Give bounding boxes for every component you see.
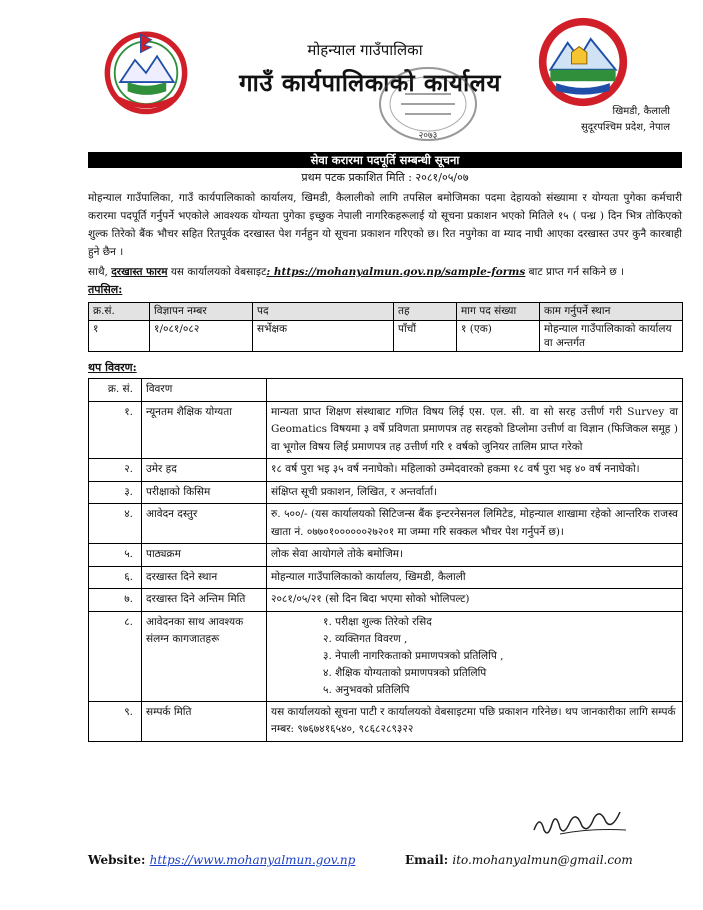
row-label: आवेदनका साथ आवश्यक संलग्न कागजातहरू	[142, 611, 267, 701]
office-location	[500, 104, 670, 136]
details-table	[88, 378, 683, 742]
col-header: तह	[394, 303, 457, 321]
website-label: Website	[88, 853, 142, 867]
row-number: ९.	[89, 701, 142, 741]
cell-serial: १	[89, 321, 150, 352]
table-header-row	[89, 379, 683, 402]
col-header: क्र.सं.	[89, 303, 150, 321]
row-label: न्यूनतम शैक्षिक योग्यता	[142, 401, 267, 459]
row-label: दरखास्त दिने अन्तिम मिति	[142, 589, 267, 612]
footer: Website: https://www.mohanyalmun.gov.np Email: ito.mohanyalmun@gmail.com	[88, 853, 633, 867]
col-header: काम गर्नुपर्ने स्थान	[540, 303, 683, 321]
form-availability-line	[88, 263, 682, 281]
row-label: सम्पर्क मिति	[142, 701, 267, 741]
row-number: २.	[89, 459, 142, 482]
cell-post: सर्भेक्षक	[253, 321, 394, 352]
also-prefix: साथै,	[88, 266, 112, 278]
also-suffix: बाट प्राप्त गर्न सकिने छ ।	[525, 266, 625, 278]
row-number: ३.	[89, 481, 142, 504]
row-value: रु. ५००/- (यस कार्यालयको सिटिजन्स बैंक इन्टरनेसनल लिमिटेड, मोहन्याल शाखामा रहेको आन्तरिक राजस्व खाता नं. ०७७०१००००००२७२०१ मा जम्मा गरि सक्कल भौचर पेश गर्नुपर्ने छ)।	[267, 504, 683, 544]
table-row	[89, 481, 683, 504]
row-label: आवेदन दस्तुर	[142, 504, 267, 544]
table-row	[89, 701, 683, 741]
cell-ad-number: १/०८१/०८२	[150, 321, 253, 352]
row-value: यस कार्यालयको सूचना पाटी र कार्यालयको वेबसाइटमा पछि प्रकाशन गरिनेछ। थप जानकारीका लागि सम्पर्क नम्बर: ९७६७४१६५४०, ९८६८२८९३२२	[267, 701, 683, 741]
email-address[interactable]: ito.mohanyalmun@gmail.com	[452, 853, 633, 867]
also-mid: यस कार्यालयको वेबसाइट	[167, 266, 267, 278]
col-header: क्र. सं.	[89, 379, 142, 402]
table-row	[89, 459, 683, 482]
col-header: माग पद संख्या	[457, 303, 540, 321]
sample-forms-url[interactable]: : https://mohanyalmun.gov.np/sample-forms	[266, 266, 526, 278]
place-line-2: सुदूरपश्चिम प्रदेश, नेपाल	[581, 122, 670, 133]
row-label: उमेर हद	[142, 459, 267, 482]
row-number: ४.	[89, 504, 142, 544]
stamp-year: २०७३	[418, 131, 438, 141]
table-row	[89, 401, 683, 459]
table-header-row	[89, 303, 683, 321]
cell-count: १ (एक)	[457, 321, 540, 352]
notice-banner: सेवा करारमा पदपूर्ति सम्बन्धी सूचना	[88, 152, 682, 168]
row-label: दरखास्त दिने स्थान	[142, 566, 267, 589]
row-number: ५.	[89, 544, 142, 567]
table-row	[89, 566, 683, 589]
vacancy-table	[88, 302, 683, 352]
office-name: मोहन्याल गाउँपालिका	[307, 41, 423, 59]
col-header: विवरण	[142, 379, 267, 402]
cell-level: पाँचौं	[394, 321, 457, 352]
table-row	[89, 611, 683, 701]
table-row	[89, 321, 683, 352]
required-documents	[267, 611, 683, 701]
table-row	[89, 544, 683, 567]
row-value: मान्यता प्राप्त शिक्षण संस्थाबाट गणित विषय लिई एस. एल. सी. वा सो सरह उत्तीर्ण गरी Survey वा Geomatics विषयमा ३ वर्षे प्रविणता प्रमाणपत्र तह सरहको डिप्लोमा उत्तीर्ण वा विज्ञान (फिजिकल समूह ) वा भूगोल विषय लिई प्रमाणपत्र तह उत्तीर्ण गरि १ वर्षको जुनियर तालिम प्राप्त गरेको	[267, 401, 683, 459]
list-item: २. व्यक्तिगत विवरण ,	[323, 632, 408, 645]
row-number: ६.	[89, 566, 142, 589]
row-number: ७.	[89, 589, 142, 612]
office-stamp-icon	[375, 64, 481, 144]
row-number: १.	[89, 401, 142, 459]
row-value: संक्षिप्त सूची प्रकाशन, लिखित, र अन्तर्वार्ता।	[267, 481, 683, 504]
col-header-empty	[267, 379, 683, 402]
notice-intro: मोहन्याल गाउँपालिका, गाउँ कार्यपालिकाको कार्यालय, खिमडी, कैलालीको लागि तपसिल बमोजिमका पदमा देहायको संख्यामा र योग्यता पुगेका कर्मचारी करारमा पदपूर्ति गर्नुपर्ने भएकोले आवश्यक योग्यता पुगेका इच्छुक नेपाली नागरिकहरूलाई यो सूचना प्रकाशन भएको मितिले १५ ( पन्ध्र ) दिन भित्र तोकिएको शुल्क तिरेको बैंक भौचर सहित रितपूर्वक दरखास्त पेश गर्नहुन यो सूचना प्रकाशन गरिएको छ। रित नपुगेका वा म्याद नाघी आएका दरखास्त उपर कुनै कारबाही हुने छैन ।	[88, 192, 682, 258]
application-form-link-text: दरखास्त फारम	[111, 266, 168, 278]
nepal-emblem-icon	[100, 25, 192, 117]
place-line-1: खिमडी, कैलाली	[612, 106, 670, 117]
col-header: पद	[253, 303, 394, 321]
office-title: गाउँ कार्यपालिकाको कार्यालय	[239, 68, 501, 97]
list-item: ४. शैक्षिक योग्यताको प्रमाणपत्रको प्रतिलिपि	[323, 666, 487, 679]
row-label: परीक्षाको किसिम	[142, 481, 267, 504]
email-label: Email	[405, 853, 444, 867]
details-heading: थप विवरण:	[88, 361, 137, 374]
signature-icon	[530, 800, 630, 840]
table-row	[89, 504, 683, 544]
tapasil-heading: तपसिल:	[88, 283, 123, 296]
row-label: पाठ्यक्रम	[142, 544, 267, 567]
municipality-logo-icon	[535, 14, 631, 110]
row-value: लोक सेवा आयोगले तोके बमोजिम।	[267, 544, 683, 567]
row-number: ८.	[89, 611, 142, 701]
col-header: विज्ञापन नम्बर	[150, 303, 253, 321]
list-item: ३. नेपाली नागरिकताको प्रमाणपत्रको प्रतिलिपि ,	[323, 649, 504, 662]
cell-workplace: मोहन्याल गाउँपालिकाको कार्यालय वा अन्तर्गत	[540, 321, 683, 352]
row-value: मोहन्याल गाउँपालिकाको कार्यालय, खिमडी, कैलाली	[267, 566, 683, 589]
website-link[interactable]: https://www.mohanyalmun.gov.np	[149, 853, 356, 867]
list-item: ५. अनुभवको प्रतिलिपि	[323, 683, 410, 696]
row-value: १८ वर्ष पुरा भइ ३५ वर्ष ननाघेको। महिलाको उम्मेदवारको हकमा १८ वर्ष पुरा भइ ४० वर्ष ननाघेको।	[267, 459, 683, 482]
table-row	[89, 589, 683, 612]
list-item: १. परीक्षा शुल्क तिरेको रसिद	[323, 615, 432, 628]
first-published-date: प्रथम पटक प्रकाशित मिति : २०८१/०५/०७	[301, 171, 469, 184]
row-value: २०८१/०५/२१ (सो दिन बिदा भएमा सोको भोलिपल्ट)	[267, 589, 683, 612]
